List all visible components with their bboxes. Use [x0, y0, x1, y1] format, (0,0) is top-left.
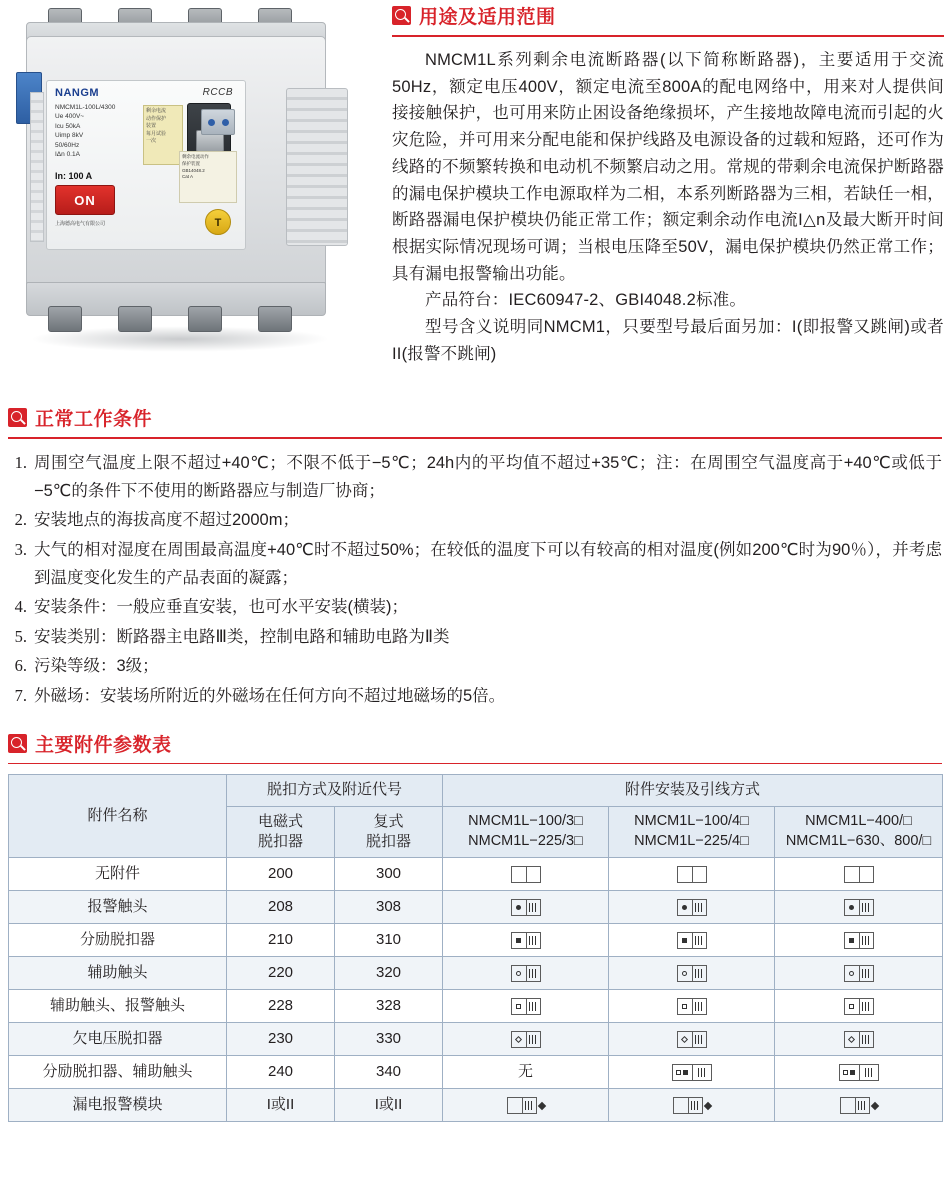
list-item — [8, 682, 942, 710]
conditions-list — [8, 449, 942, 710]
brand-logo: NANGM — [55, 87, 100, 99]
row-code-electromagnetic: 220 — [227, 957, 335, 990]
symbol-square-open-icon — [844, 998, 874, 1015]
cert-standard: GB14048.2 — [182, 167, 205, 173]
header-electromagnetic-trip — [227, 806, 335, 858]
list-item-text: 安装类别：断路器主电路Ⅲ类，控制电路和辅助电路为Ⅱ类 — [34, 627, 450, 646]
row-symbol-large — [775, 891, 943, 924]
row-name: 漏电报警模块 — [9, 1089, 227, 1122]
manufacturer-footer: 上海德高电气有限公司 — [55, 221, 106, 227]
symbol-plain-icon — [844, 866, 874, 883]
usage-heading-rule — [392, 35, 944, 37]
symbol-lead-icon — [840, 1097, 870, 1114]
lead-marker-icon — [703, 1102, 711, 1110]
header-install-group: 附件安装及引线方式 — [443, 775, 943, 806]
terminal-bottom-1 — [48, 306, 82, 332]
accessories-heading — [8, 730, 942, 757]
symbol-diamond-open-icon — [844, 1031, 874, 1048]
adjust-dials[interactable] — [201, 109, 235, 135]
usage-heading-label: 用途及适用范围 — [419, 7, 556, 28]
rccb-label: RCCB — [202, 87, 233, 98]
intro-paragraph-2: 产品符台：IEC60947-2、GBI4048.2标准。 — [425, 291, 747, 310]
row-symbol-large — [775, 1056, 943, 1089]
symbol-dot-filled-icon — [511, 899, 541, 916]
row-code-compound: 340 — [335, 1056, 443, 1089]
rated-current-label: In: 100 A — [55, 171, 93, 181]
table-row — [9, 1023, 943, 1056]
lead-marker-icon — [870, 1102, 878, 1110]
symbol-dot-open-icon — [844, 965, 874, 982]
row-symbol-4pole — [609, 1089, 775, 1122]
search-icon — [8, 408, 27, 427]
list-item-number: 1. — [14, 452, 27, 472]
row-symbol-3pole — [443, 957, 609, 990]
model-label: NMCM1L-100L/4300 Ue 400V~ Icu 50kA Uimp 8kV 50/60Hz IΔn 0.1A — [55, 104, 116, 159]
table-row — [9, 957, 943, 990]
header-electromagnetic-trip-line1: 电磁式 — [257, 812, 303, 830]
table-row — [9, 858, 943, 891]
row-code-electromagnetic: 230 — [227, 1023, 335, 1056]
row-symbol-3pole-none: 无 — [443, 1056, 609, 1089]
symbol-dot-filled-icon — [677, 899, 707, 916]
row-code-electromagnetic: 228 — [227, 990, 335, 1023]
symbol-diamond-open-icon — [677, 1031, 707, 1048]
list-item-number: 3. — [14, 539, 27, 559]
table-header-row-1 — [9, 775, 943, 806]
faceplate — [46, 80, 246, 250]
list-item-text: 外磁场：安装场所附近的外磁场在任何方向不超过地磁场的5倍。 — [34, 686, 506, 705]
row-symbol-large — [775, 1089, 943, 1122]
header-model-4pole-line1: NMCM1L−100/4□ — [634, 813, 749, 830]
table-row — [9, 990, 943, 1023]
table-row — [9, 1056, 943, 1089]
intro-paragraph-3: 型号含义说明同NMCM1，只要型号最后面另加：I(即报警又跳闸)或者II(报警不跳闸) — [392, 318, 944, 363]
row-symbol-4pole — [609, 990, 775, 1023]
dial-1[interactable] — [208, 119, 215, 126]
row-code-electromagnetic: 208 — [227, 891, 335, 924]
row-code-compound: 328 — [335, 990, 443, 1023]
symbol-lead-icon — [673, 1097, 703, 1114]
symbol-double-icon — [839, 1064, 879, 1081]
intro-paragraph-1: NMCM1L系列剩余电流断路器(以下简称断路器)，主要适用于交流50Hz，额定电压400V，额定电流至800A的配电网络中，用来对人提供间接接触保护，也可用来防止困设备绝缘损坏，产生接地故障电流而引起的火灾危险，并可用来分配电能和保护线路及电源设备的过载和短路，还可作为线路的不频繁转换和电动机不频繁启动之用。常规的带剩余电流保护断路器的漏电保护模块工作电源取样为二相，本系列断路器为三相，若缺任一相，断路器漏电保护模块仍能正常工作；额定剩余动作电流I△n及最大断开时间根据实际情况现场可调；当根电压降至50V，漏电保护模块仍然正常工作；具有漏电报警输出功能。 — [392, 51, 944, 283]
row-name: 辅助触头、报警触头 — [9, 990, 227, 1023]
header-electromagnetic-trip-line2: 脱扣器 — [257, 832, 303, 850]
row-symbol-3pole — [443, 924, 609, 957]
row-code-electromagnetic: 210 — [227, 924, 335, 957]
row-symbol-4pole — [609, 858, 775, 891]
table-row — [9, 924, 943, 957]
accessories-heading-label: 主要附件参数表 — [35, 734, 172, 756]
symbol-dot-open-icon — [511, 965, 541, 982]
row-symbol-4pole — [609, 924, 775, 957]
row-symbol-4pole — [609, 1056, 775, 1089]
row-name: 辅助触头 — [9, 957, 227, 990]
on-button[interactable]: ON — [55, 185, 115, 215]
row-symbol-3pole — [443, 990, 609, 1023]
header-compound-trip — [335, 806, 443, 858]
row-symbol-4pole — [609, 1023, 775, 1056]
row-symbol-3pole — [443, 1023, 609, 1056]
table-row — [9, 1089, 943, 1122]
cooling-fins — [286, 88, 348, 246]
model-number: NMCM1L-100L/4300 — [55, 104, 116, 111]
list-item-number: 7. — [14, 685, 27, 705]
table-header — [9, 775, 943, 858]
terminal-bottom-2 — [118, 306, 152, 332]
list-item-text: 周围空气温度上限不超过+40℃；不限不低于−5℃；24h内的平均值不超过+35℃；注：在周围空气温度高于+40℃或低于−5℃的条件下不使用的断路器应与制造厂协商； — [34, 453, 942, 500]
intro-text — [392, 47, 944, 368]
warning-label: 剩余电流 动作保护 装置 每月试验 一次 — [143, 105, 183, 165]
header-model-3pole-line2: NMCM1L−225/3□ — [468, 832, 583, 849]
row-symbol-large — [775, 957, 943, 990]
certification-label: 剩余电流动作 保护装置 GB14048.2 Cat A — [179, 151, 237, 203]
search-icon — [8, 734, 27, 753]
terminal-bottom-4 — [258, 306, 292, 332]
row-symbol-3pole — [443, 891, 609, 924]
conditions-section — [0, 404, 952, 710]
accessories-heading-rule — [8, 763, 942, 765]
header-model-large — [775, 806, 943, 858]
terminal-bottom-3 — [188, 306, 222, 332]
row-code-compound: 330 — [335, 1023, 443, 1056]
list-item-text: 污染等级：3级； — [34, 657, 159, 676]
row-symbol-4pole — [609, 957, 775, 990]
list-item — [8, 652, 942, 680]
conditions-heading-rule — [8, 437, 942, 439]
row-code-compound: 310 — [335, 924, 443, 957]
symbol-double-icon — [672, 1064, 712, 1081]
row-symbol-3pole — [443, 858, 609, 891]
row-name: 欠电压脱扣器 — [9, 1023, 227, 1056]
side-ribs — [30, 92, 44, 242]
symbol-square-filled-icon — [511, 932, 541, 949]
header-compound-trip-line1: 复式 — [373, 812, 404, 830]
header-accessory-name: 附件名称 — [9, 775, 227, 858]
row-symbol-large — [775, 858, 943, 891]
lead-marker-icon — [537, 1102, 545, 1110]
list-item-number: 6. — [14, 656, 27, 676]
row-code-compound: 320 — [335, 957, 443, 990]
list-item-text: 大气的相对湿度在周围最高温度+40℃时不超过50%；在较低的温度下可以有较高的相对温度(例如200℃时为90％），并考虑到温度变化发生的产品表面的凝露； — [34, 540, 942, 587]
row-code-compound: I或II — [335, 1089, 443, 1122]
symbol-square-open-icon — [511, 998, 541, 1015]
header-model-4pole — [609, 806, 775, 858]
row-symbol-large — [775, 1023, 943, 1056]
symbol-square-filled-icon — [677, 932, 707, 949]
list-item-number: 4. — [14, 597, 27, 617]
symbol-square-filled-icon — [844, 932, 874, 949]
header-compound-trip-line2: 脱扣器 — [366, 832, 412, 850]
row-symbol-3pole — [443, 1089, 609, 1122]
intro-column — [378, 0, 944, 386]
row-name: 报警触头 — [9, 891, 227, 924]
dial-2[interactable] — [222, 119, 229, 126]
breaker-illustration — [8, 6, 368, 386]
row-symbol-4pole — [609, 891, 775, 924]
usage-heading — [392, 2, 944, 29]
table-row — [9, 891, 943, 924]
search-icon — [392, 6, 411, 25]
header-model-4pole-line2: NMCM1L−225/4□ — [634, 832, 749, 849]
row-name: 分励脱扣器、辅助触头 — [9, 1056, 227, 1089]
list-item-text: 安装条件：一般应垂直安装，也可水平安装(横装)； — [34, 598, 408, 617]
list-item — [8, 536, 942, 593]
symbol-lead-icon — [507, 1097, 537, 1114]
symbol-plain-icon — [511, 866, 541, 883]
row-code-compound: 308 — [335, 891, 443, 924]
cert-category: Cat A — [182, 174, 194, 180]
header-model-large-line2: NMCM1L−630、800/□ — [785, 832, 932, 849]
list-item-number: 2. — [14, 510, 27, 530]
accessories-table — [8, 774, 943, 1122]
row-name: 分励脱扣器 — [9, 924, 227, 957]
row-code-electromagnetic: 240 — [227, 1056, 335, 1089]
symbol-diamond-open-icon — [511, 1031, 541, 1048]
list-item — [8, 593, 942, 621]
row-code-electromagnetic: 200 — [227, 858, 335, 891]
table-body — [9, 858, 943, 1122]
row-symbol-large — [775, 990, 943, 1023]
header-model-3pole-line1: NMCM1L−100/3□ — [468, 813, 583, 830]
conditions-heading — [8, 404, 942, 431]
conditions-heading-label: 正常工作条件 — [35, 409, 153, 430]
list-item — [8, 623, 942, 651]
list-item-text: 安装地点的海拔高度不超过2000m； — [34, 511, 299, 530]
test-button[interactable]: T — [205, 209, 231, 235]
header-model-3pole — [443, 806, 609, 858]
list-item — [8, 449, 942, 506]
product-photo-column — [8, 0, 378, 386]
header-trip-group: 脱扣方式及附近代号 — [227, 775, 443, 806]
accessories-section — [0, 730, 952, 765]
row-code-electromagnetic: I或II — [227, 1089, 335, 1122]
symbol-dot-open-icon — [677, 965, 707, 982]
symbol-dot-filled-icon — [844, 899, 874, 916]
symbol-square-open-icon — [677, 998, 707, 1015]
header-model-large-line1: NMCM1L−400/□ — [805, 813, 912, 830]
list-item-number: 5. — [14, 626, 27, 646]
list-item — [8, 506, 942, 534]
row-symbol-large — [775, 924, 943, 957]
top-section — [0, 0, 952, 386]
row-name: 无附件 — [9, 858, 227, 891]
symbol-plain-icon — [677, 866, 707, 883]
row-code-compound: 300 — [335, 858, 443, 891]
